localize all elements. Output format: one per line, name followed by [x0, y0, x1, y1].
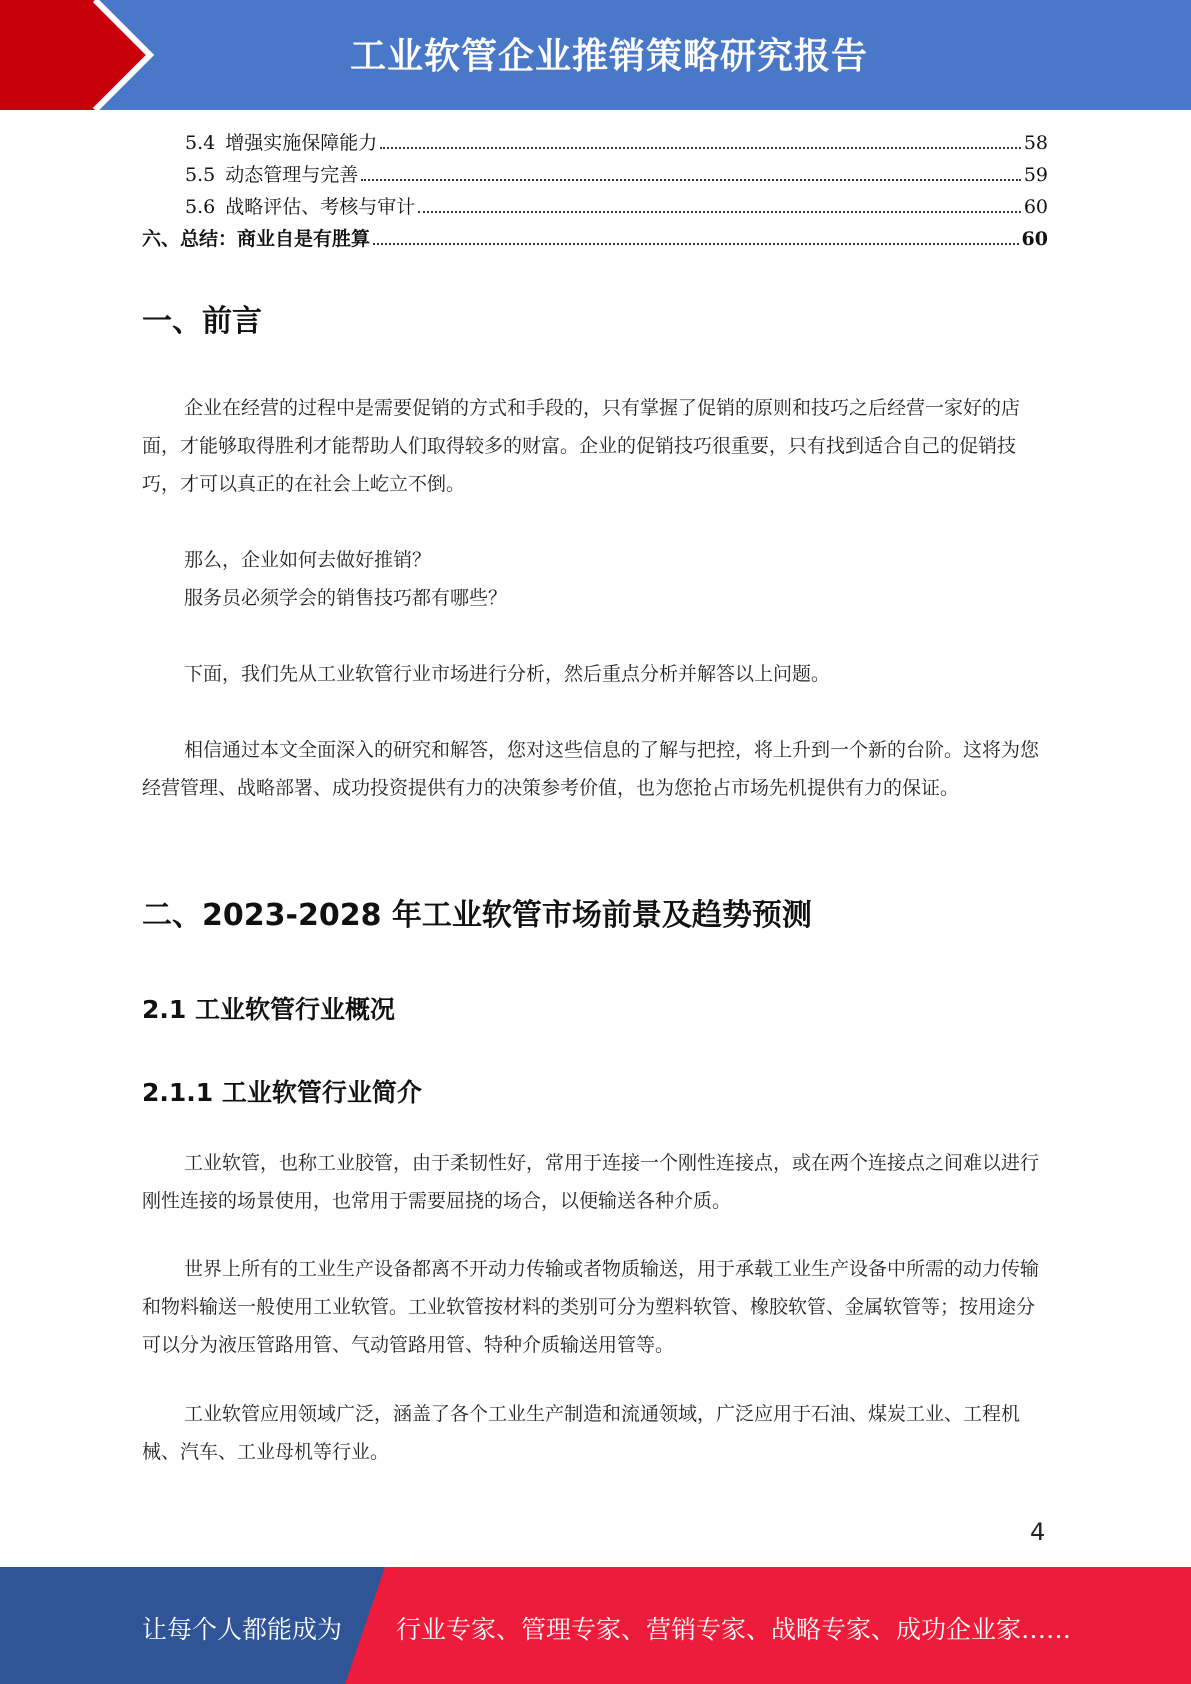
toc-entry-page: 59 — [1023, 164, 1048, 186]
intro-paragraph-3: 工业软管应用领域广泛，涵盖了各个工业生产制造和流通领域，广泛应用于石油、煤炭工业、工程机械、汽车、工业母机等行业。 — [142, 1403, 1021, 1463]
toc-entry-page: 60 — [1023, 196, 1048, 218]
table-of-contents — [142, 128, 1048, 256]
toc-entry[interactable] — [142, 160, 1048, 192]
toc-entry-number: 5.6 — [185, 196, 216, 218]
intro-paragraph-2: 世界上所有的工业生产设备都离不开动力传输或者物质输送，用于承载工业生产设备中所需的动力传输和物料输送一般使用工业软管。工业软管按材料的类别可分为塑料软管、橡胶软管、金属软管等；按用途分可以分为液压管路用管、气动管路用管、特种介质输送用管等。 — [142, 1258, 1040, 1356]
preface-paragraph-2: 下面，我们先从工业软管行业市场进行分析，然后重点分析并解答以上问题。 — [184, 663, 831, 685]
toc-entry-title: 战略评估、考核与审计 — [225, 196, 416, 218]
toc-entry[interactable] — [142, 224, 1048, 256]
page-header — [0, 0, 1191, 110]
footer-slogan-left: 让每个人都能成为 — [142, 1615, 343, 1644]
toc-entry-number: 5.4 — [185, 132, 216, 154]
toc-entry-page: 58 — [1023, 132, 1048, 154]
preface-question-2: 服务员必须学会的销售技巧都有哪些？ — [184, 587, 508, 609]
toc-entry[interactable] — [142, 192, 1048, 224]
toc-leader-dots — [361, 179, 1021, 181]
toc-leader-dots — [373, 243, 1019, 245]
preface-paragraph-1: 企业在经营的过程中是需要促销的方式和手段的，只有掌握了促销的原则和技巧之后经营一家好的店面，才能够取得胜利才能帮助人们取得较多的财富。企业的促销技巧很重要，只有找到适合自己的促销技巧，才可以真正的在社会上屹立不倒。 — [142, 397, 1021, 495]
section-heading-forecast: 二、2023-2028 年工业软管市场前景及趋势预测 — [142, 898, 812, 933]
subsection-heading-intro: 2.1.1 工业软管行业简介 — [142, 1078, 422, 1107]
toc-leader-dots — [380, 147, 1021, 149]
header-chevron-icon — [0, 0, 160, 110]
toc-entry-title: 增强实施保障能力 — [225, 132, 378, 154]
toc-entry[interactable] — [142, 128, 1048, 160]
toc-entry-number: 5.5 — [185, 164, 216, 186]
preface-question-1: 那么，企业如何去做好推销？ — [184, 549, 432, 571]
page-number: 4 — [1030, 1518, 1046, 1546]
report-title: 工业软管企业推销策略研究报告 — [350, 36, 869, 77]
toc-entry-title: 六、总结：商业自是有胜算 — [142, 228, 371, 250]
intro-paragraph-1: 工业软管，也称工业胶管，由于柔韧性好，常用于连接一个刚性连接点，或在两个连接点之间难以进行刚性连接的场景使用，也常用于需要屈挠的场合，以便输送各种介质。 — [142, 1152, 1040, 1212]
preface-paragraph-3: 相信通过本文全面深入的研究和解答，您对这些信息的了解与把控，将上升到一个新的台阶。这将为您经营管理、战略部署、成功投资提供有力的决策参考价值，也为您抢占市场先机提供有力的保证。 — [142, 739, 1040, 799]
toc-leader-dots — [418, 211, 1021, 213]
toc-entry-page: 60 — [1021, 228, 1048, 250]
subsection-heading-overview: 2.1 工业软管行业概况 — [142, 995, 395, 1024]
section-heading-preface: 一、前言 — [142, 304, 262, 339]
footer-slogan-right: 行业专家、管理专家、营销专家、战略专家、成功企业家…… — [396, 1615, 1072, 1644]
toc-entry-title: 动态管理与完善 — [225, 164, 359, 186]
